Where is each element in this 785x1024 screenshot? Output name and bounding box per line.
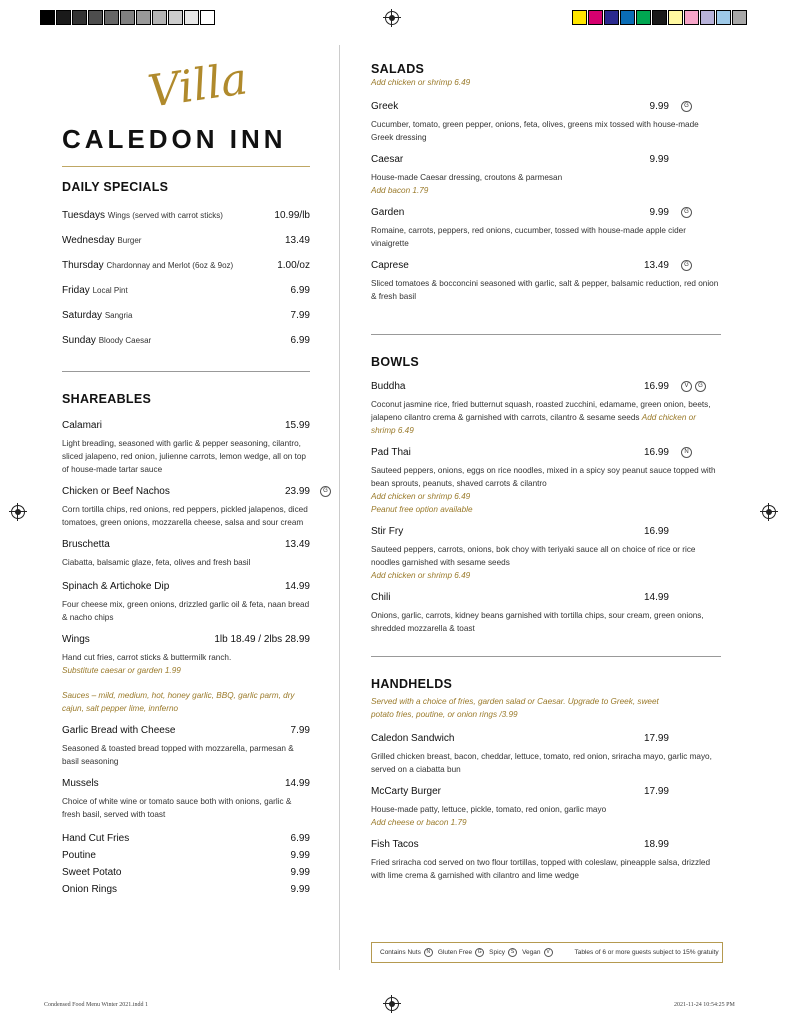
menu-item-bruschetta (62, 539, 310, 569)
item-price: 16.99 (643, 381, 669, 392)
gray-swatch (200, 10, 215, 25)
item-description: Fried sriracha cod served on two flour tortillas, topped with coleslaw, pineapple salsa, drizzled with lime crema & garnished with cilantro and lime wedge (371, 858, 711, 880)
side-row (62, 867, 310, 878)
item-name: Caprese (371, 260, 409, 271)
item-price: 16.99 (643, 447, 669, 458)
color-swatch (588, 10, 603, 25)
handhelds-note: Served with a choice of fries, garden salad or Caesar. Upgrade to Greek, sweet potato fries, poutine, or onion rings /3.99 (371, 697, 659, 719)
daily-special-row (62, 260, 310, 271)
special-detail: Bloody Caesar (98, 336, 152, 345)
side-row (62, 884, 310, 895)
item-description: Sauteed peppers, onions, eggs on rice noodles, mixed in a spicy soy peanut sauce topped with bean sprouts, peanuts, shaved carrots & cilantro (371, 466, 716, 488)
gray-swatch (120, 10, 135, 25)
dietary-legend (371, 942, 723, 963)
item-description: Four cheese mix, green onions, drizzled garlic oil & feta, naan bread & nacho chips (62, 600, 310, 622)
item-name: Mussels (62, 778, 99, 789)
special-day: Wednesday (62, 235, 115, 246)
legend-gluten-label: Gluten Free (437, 949, 473, 956)
side-price: 9.99 (290, 867, 310, 878)
menu-item-mussels (62, 778, 310, 821)
side-price: 9.99 (290, 850, 310, 861)
gray-swatch (56, 10, 71, 25)
color-swatch (716, 10, 731, 25)
registration-mark-left (11, 505, 25, 519)
item-name: Chicken or Beef Nachos (62, 486, 170, 497)
item-price: 7.99 (290, 725, 310, 736)
side-name: Sweet Potato (62, 867, 122, 878)
item-description: Choice of white wine or tomato sauce both with onions, garlic & fresh basil, served with toast (62, 797, 292, 819)
item-name: Garlic Bread with Cheese (62, 725, 176, 736)
color-swatch (652, 10, 667, 25)
registration-mark-right (762, 505, 776, 519)
item-name: Caesar (371, 154, 404, 165)
item-price: 16.99 (643, 526, 669, 537)
item-name: Garden (371, 207, 405, 218)
print-slug-file: Condensed Food Menu Winter 2021.indd 1 (44, 1002, 148, 1008)
side-name: Hand Cut Fries (62, 833, 130, 844)
color-swatch (668, 10, 683, 25)
spicy-icon: S (508, 948, 517, 957)
gluten-free-icon: G (320, 486, 331, 497)
menu-item-pad-thai (371, 447, 721, 516)
special-detail: Local Pint (92, 286, 128, 295)
gray-swatch (88, 10, 103, 25)
item-price: 13.49 (643, 260, 669, 271)
menu-item-caledon-sandwich (371, 733, 721, 776)
gray-swatch (72, 10, 87, 25)
column-divider (339, 45, 340, 970)
vegan-icon: V (681, 381, 692, 392)
item-price: 23.99 (284, 486, 310, 497)
menu-item-greek (371, 101, 721, 144)
special-day: Saturday (62, 310, 103, 321)
divider (371, 334, 721, 335)
vegan-icon: V (544, 948, 553, 957)
item-name: Spinach & Artichoke Dip (62, 581, 170, 592)
contains-nuts-icon: N (681, 447, 692, 458)
item-description: Sauteed peppers, carrots, onions, bok choy with teriyaki sauce all on choice of rice or rice noodles garnished with sesame seeds (371, 545, 696, 567)
item-note: Add cheese or bacon 1.79 (371, 818, 467, 827)
registration-mark-top (385, 11, 399, 25)
gray-swatch (136, 10, 151, 25)
item-description: House-made Caesar dressing, croutons & parmesan (371, 173, 563, 182)
color-swatch (684, 10, 699, 25)
item-price: 15.99 (284, 420, 310, 431)
gluten-free-icon: G (681, 207, 692, 218)
item-name: McCarty Burger (371, 786, 442, 797)
item-price: 14.99 (284, 778, 310, 789)
special-price: 10.99/lb (274, 210, 310, 221)
special-price: 6.99 (290, 285, 310, 296)
item-description: Corn tortilla chips, red onions, red peppers, pickled jalapenos, diced tomatoes, green onions, mozzarella cheese, salsa and sour cream (62, 505, 308, 527)
print-slug-date: 2021-11-24 10:54:25 PM (674, 1002, 735, 1008)
daily-special-row (62, 210, 310, 221)
logo-underline (62, 166, 310, 167)
special-day: Thursday (62, 260, 104, 271)
gray-swatch (184, 10, 199, 25)
logo-villa-script: Villa (144, 53, 251, 118)
special-day: Friday (62, 285, 90, 296)
side-row (62, 850, 310, 861)
menu-item-buddha (371, 381, 721, 437)
menu-item-stir-fry (371, 526, 721, 582)
item-description: Onions, garlic, carrots, kidney beans garnished with tortilla chips, sour cream, green onions, shredded mozzarella & toast (371, 611, 704, 633)
contains-nuts-icon: N (424, 948, 433, 957)
special-day: Sunday (62, 335, 96, 346)
menu-item-chili (371, 592, 721, 635)
gray-swatch (40, 10, 55, 25)
side-price: 6.99 (290, 833, 310, 844)
item-note: Add chicken or shrimp 6.49 (371, 413, 696, 435)
menu-item-dip (62, 581, 310, 624)
special-detail: Wings (served with carrot sticks) (107, 211, 223, 220)
item-description: Ciabatta, balsamic glaze, feta, olives and fresh basil (62, 558, 251, 567)
color-swatch (732, 10, 747, 25)
item-price: 17.99 (643, 786, 669, 797)
daily-special-row (62, 310, 310, 321)
salads-section (371, 62, 721, 303)
side-name: Onion Rings (62, 884, 118, 895)
shareables-section (62, 392, 328, 901)
color-swatch (572, 10, 587, 25)
item-price: 13.49 (284, 539, 310, 550)
sides-list (62, 833, 310, 895)
item-price: 1lb 18.49 / 2lbs 28.99 (214, 634, 310, 645)
color-swatch (604, 10, 619, 25)
color-swatch (700, 10, 715, 25)
gluten-free-icon: G (681, 101, 692, 112)
item-description: Seasoned & toasted bread topped with mozzarella, parmesan & basil seasoning (62, 744, 294, 766)
side-name: Poutine (62, 850, 96, 861)
item-description: Sliced tomatoes & bocconcini seasoned with garlic, salt & pepper, balsamic reduction, red onion & fresh basil (371, 279, 719, 301)
bowls-section (371, 355, 721, 635)
item-note-peanut: Peanut free option available (371, 505, 473, 514)
logo-caledon-inn: CALEDON INN (62, 124, 287, 154)
item-name: Wings (62, 634, 90, 645)
item-description: Cucumber, tomato, green pepper, onions, feta, olives, greens mix tossed with house-made Greek dressing (371, 120, 699, 142)
special-detail: Burger (117, 236, 142, 245)
color-swatch (636, 10, 651, 25)
divider (62, 371, 310, 372)
special-price: 13.49 (284, 235, 310, 246)
gluten-free-icon: G (681, 260, 692, 271)
special-detail: Sangria (104, 311, 133, 320)
special-detail: Chardonnay and Merlot (6oz & 9oz) (106, 261, 234, 270)
menu-item-calamari (62, 420, 310, 476)
daily-specials-title: DAILY SPECIALS (62, 180, 169, 194)
item-price: 9.99 (649, 101, 669, 112)
item-price: 9.99 (649, 207, 669, 218)
item-description: Grilled chicken breast, bacon, cheddar, lettuce, tomato, red onion, sriracha mayo, garlic mayo, served on a ciabatta bun (371, 752, 712, 774)
special-price: 6.99 (290, 335, 310, 346)
item-name: Caledon Sandwich (371, 733, 455, 744)
special-price: 7.99 (290, 310, 310, 321)
salads-title: SALADS (371, 62, 425, 76)
item-price: 18.99 (643, 839, 669, 850)
item-note: Add chicken or shrimp 6.49 (371, 492, 471, 501)
item-name: Pad Thai (371, 447, 411, 458)
side-row (62, 833, 310, 844)
side-price: 9.99 (290, 884, 310, 895)
legend-nuts-label: Contains Nuts (380, 949, 421, 956)
menu-item-mccarty-burger (371, 786, 721, 829)
legend-vegan-label: Vegan (522, 949, 541, 956)
daily-special-row (62, 235, 310, 246)
menu-item-nachos (62, 486, 328, 529)
color-swatch (620, 10, 635, 25)
wings-sauces: Sauces – mild, medium, hot, honey garlic, BBQ, garlic parm, dry cajun, salt pepper lime, innferno (62, 691, 295, 713)
item-description: Light breading, seasoned with garlic & pepper seasoning, cilantro, sliced jalapeno, red onion, julienne carrots, lemon wedge, all on top of house-made tartar sauce (62, 439, 306, 474)
item-note: Add bacon 1.79 (371, 186, 429, 195)
salads-note: Add chicken or shrimp 6.49 (371, 78, 471, 87)
daily-specials-section (62, 180, 310, 360)
handhelds-section (371, 677, 721, 882)
item-description: Romaine, carrots, peppers, red onions, cucumber, tossed with house-made apple cider vinaigrette (371, 226, 686, 248)
registration-mark-bottom (385, 997, 399, 1011)
item-description: Coconut jasmine rice, fried butternut squash, roasted zucchini, edamame, green onion, beets, jalapeno cilantro crema & garnished with carrots, cilantro & sesame seeds (371, 400, 711, 422)
item-note: Substitute caesar or garden 1.99 (62, 666, 181, 675)
menu-item-garden (371, 207, 721, 250)
gratuity-note: Tables of 6 or more guests subject to 15% gratuity (574, 949, 719, 956)
legend-spicy-label: Spicy (489, 949, 506, 956)
item-description: Hand cut fries, carrot sticks & buttermilk ranch. (62, 653, 232, 662)
item-price: 14.99 (284, 581, 310, 592)
item-name: Chili (371, 592, 391, 603)
item-note: Add chicken or shrimp 6.49 (371, 571, 471, 580)
gluten-free-icon: G (695, 381, 706, 392)
gray-swatch (168, 10, 183, 25)
special-price: 1.00/oz (277, 260, 310, 271)
item-name: Fish Tacos (371, 839, 419, 850)
daily-special-row (62, 335, 310, 346)
shareables-title: SHAREABLES (62, 392, 152, 406)
divider (371, 656, 721, 657)
menu-item-fish-tacos (371, 839, 721, 882)
menu-item-garlic-bread (62, 725, 310, 768)
item-description: House-made patty, lettuce, pickle, tomato, red onion, garlic mayo (371, 805, 607, 814)
special-day: Tuesdays (62, 210, 105, 221)
item-name: Stir Fry (371, 526, 404, 537)
item-price: 14.99 (643, 592, 669, 603)
item-name: Buddha (371, 381, 406, 392)
menu-item-caesar (371, 154, 721, 197)
gray-swatch (104, 10, 119, 25)
gray-swatch (152, 10, 167, 25)
gluten-free-icon: G (475, 948, 484, 957)
item-price: 17.99 (643, 733, 669, 744)
item-name: Greek (371, 101, 399, 112)
item-name: Calamari (62, 420, 103, 431)
handhelds-title: HANDHELDS (371, 677, 453, 691)
daily-special-row (62, 285, 310, 296)
menu-item-wings (62, 634, 310, 715)
bowls-title: BOWLS (371, 355, 420, 369)
item-name: Bruschetta (62, 539, 110, 550)
item-price: 9.99 (649, 154, 669, 165)
menu-item-caprese (371, 260, 721, 303)
